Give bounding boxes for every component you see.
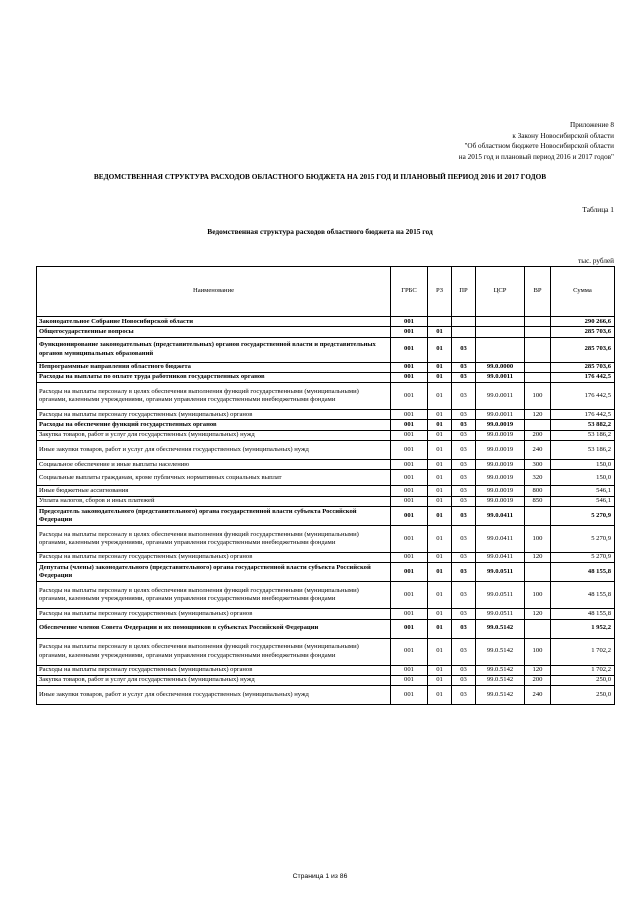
cell-name: Расходы на выплаты персоналу в целях обеспечения выполнения функций государственными (муниципальными) органами, казенными учреждениями, органами управления государственными внебюджетными фондами — [37, 582, 391, 609]
cell-rz: 01 — [428, 383, 452, 410]
cell-pr: 03 — [452, 410, 476, 420]
cell-vr: 200 — [525, 675, 551, 685]
cell-rz: 01 — [428, 609, 452, 619]
table-row — [37, 383, 615, 410]
cell-csr: 99.0.0000 — [476, 362, 525, 372]
cell-vr — [525, 506, 551, 525]
table-row — [37, 582, 615, 609]
cell-grbs: 001 — [391, 506, 428, 525]
cell-pr: 03 — [452, 552, 476, 562]
cell-rz: 01 — [428, 582, 452, 609]
cell-grbs: 001 — [391, 609, 428, 619]
cell-grbs: 001 — [391, 327, 428, 337]
cell-sum: 150,0 — [551, 470, 615, 486]
cell-grbs: 001 — [391, 486, 428, 496]
cell-name: Расходы на выплаты персоналу в целях обеспечения выполнения функций государственными (муниципальными) органами, казенными учреждениями, органами управления государственными внебюджетными фондами — [37, 525, 391, 552]
cell-vr — [525, 327, 551, 337]
cell-grbs: 001 — [391, 582, 428, 609]
cell-name: Общегосударственные вопросы — [37, 327, 391, 337]
table-number: Таблица 1 — [582, 205, 614, 214]
table-row — [37, 317, 615, 327]
cell-csr: 99.0.0511 — [476, 609, 525, 619]
cell-csr: 99.0.0411 — [476, 525, 525, 552]
table-row — [37, 441, 615, 460]
cell-csr — [476, 317, 525, 327]
cell-rz: 01 — [428, 525, 452, 552]
cell-csr: 99.0.0019 — [476, 486, 525, 496]
cell-pr: 03 — [452, 675, 476, 685]
cell-grbs: 001 — [391, 372, 428, 382]
cell-vr — [525, 337, 551, 362]
cell-name: Социальные выплаты гражданам, кроме публичных нормативных социальных выплат — [37, 470, 391, 486]
appendix-line: Приложение 8 — [570, 121, 614, 129]
cell-pr: 03 — [452, 362, 476, 372]
table-row — [37, 686, 615, 705]
cell-name: Обеспечение членов Совета Федерации и их помощников в субъектах Российской Федерации — [37, 619, 391, 638]
cell-name: Председатель законодательного (представительного) органа государственной власти субъекта Российской Федерации — [37, 506, 391, 525]
cell-name: Расходы на выплаты по оплате труда работников государственных органов — [37, 372, 391, 382]
cell-pr: 03 — [452, 525, 476, 552]
cell-sum: 285 703,6 — [551, 337, 615, 362]
cell-rz: 01 — [428, 441, 452, 460]
cell-vr: 120 — [525, 609, 551, 619]
cell-rz: 01 — [428, 563, 452, 582]
cell-name: Расходы на выплаты персоналу государственных (муниципальных) органов — [37, 410, 391, 420]
cell-sum: 53 186,2 — [551, 430, 615, 440]
cell-vr: 240 — [525, 686, 551, 705]
cell-rz: 01 — [428, 496, 452, 506]
cell-pr: 03 — [452, 420, 476, 430]
cell-pr: 03 — [452, 460, 476, 470]
cell-sum: 48 155,8 — [551, 582, 615, 609]
cell-name: Расходы на выплаты персоналу в целях обеспечения выполнения функций государственными (муниципальными) органами, казенными учреждениями, органами управления государственными внебюджетными фондами — [37, 638, 391, 665]
cell-sum: 546,1 — [551, 496, 615, 506]
cell-pr: 03 — [452, 470, 476, 486]
cell-csr: 99.0.5142 — [476, 686, 525, 705]
cell-sum: 1 702,2 — [551, 638, 615, 665]
cell-vr: 120 — [525, 552, 551, 562]
table-row — [37, 470, 615, 486]
cell-vr — [525, 420, 551, 430]
cell-sum: 176 442,5 — [551, 372, 615, 382]
cell-csr: 99.0.5142 — [476, 619, 525, 638]
cell-name: Расходы на обеспечение функций государственных органов — [37, 420, 391, 430]
cell-pr: 03 — [452, 372, 476, 382]
cell-name: Непрограммные направления областного бюджета — [37, 362, 391, 372]
cell-pr: 03 — [452, 563, 476, 582]
cell-vr: 200 — [525, 430, 551, 440]
cell-vr: 100 — [525, 638, 551, 665]
cell-grbs: 001 — [391, 317, 428, 327]
cell-csr: 99.0.0019 — [476, 470, 525, 486]
cell-vr: 100 — [525, 582, 551, 609]
header-grbs: ГРБС — [391, 267, 428, 317]
cell-name: Социальное обеспечение и иные выплаты населению — [37, 460, 391, 470]
table-body — [37, 317, 615, 705]
table-row — [37, 430, 615, 440]
cell-csr: 99.0.0019 — [476, 460, 525, 470]
cell-rz: 01 — [428, 675, 452, 685]
appendix-line: на 2015 год и плановый период 2016 и 2017 годов" — [458, 152, 614, 161]
cell-name: Закупка товаров, работ и услуг для государственных (муниципальных) нужд — [37, 430, 391, 440]
cell-pr: 03 — [452, 609, 476, 619]
cell-csr — [476, 327, 525, 337]
cell-rz: 01 — [428, 686, 452, 705]
table-row — [37, 665, 615, 675]
table-row — [37, 362, 615, 372]
table-header-row — [37, 267, 615, 317]
cell-csr — [476, 337, 525, 362]
cell-csr: 99.0.0411 — [476, 506, 525, 525]
cell-pr: 03 — [452, 665, 476, 675]
page-footer: Страница 1 из 86 — [292, 873, 348, 880]
header-name: Наименование — [37, 267, 391, 317]
cell-grbs: 001 — [391, 460, 428, 470]
cell-pr: 03 — [452, 430, 476, 440]
cell-grbs: 001 — [391, 362, 428, 372]
cell-csr: 99.0.0411 — [476, 552, 525, 562]
header-vr: ВР — [525, 267, 551, 317]
cell-sum: 1 952,2 — [551, 619, 615, 638]
cell-grbs: 001 — [391, 383, 428, 410]
cell-rz: 01 — [428, 638, 452, 665]
cell-csr: 99.0.0011 — [476, 372, 525, 382]
cell-sum: 285 703,6 — [551, 362, 615, 372]
cell-sum: 53 882,2 — [551, 420, 615, 430]
cell-vr: 850 — [525, 496, 551, 506]
cell-csr: 99.0.5142 — [476, 665, 525, 675]
table-row — [37, 410, 615, 420]
cell-rz: 01 — [428, 372, 452, 382]
cell-name: Расходы на выплаты персоналу государственных (муниципальных) органов — [37, 665, 391, 675]
cell-rz: 01 — [428, 552, 452, 562]
cell-vr — [525, 619, 551, 638]
cell-sum: 150,0 — [551, 460, 615, 470]
cell-name: Иные закупки товаров, работ и услуг для обеспечения государственных (муниципальных) нужд — [37, 441, 391, 460]
cell-csr: 99.0.0019 — [476, 441, 525, 460]
cell-name: Депутаты (члены) законодательного (представительного) органа государственной власти субъекта Российской Федерации — [37, 563, 391, 582]
cell-csr: 99.0.0019 — [476, 420, 525, 430]
cell-sum: 5 270,9 — [551, 552, 615, 562]
cell-pr: 03 — [452, 582, 476, 609]
cell-sum: 53 186,2 — [551, 441, 615, 460]
budget-table — [36, 266, 615, 705]
cell-pr: 03 — [452, 619, 476, 638]
header-csr: ЦСР — [476, 267, 525, 317]
cell-name: Уплата налогов, сборов и иных платежей — [37, 496, 391, 506]
cell-csr: 99.0.0511 — [476, 563, 525, 582]
cell-sum: 285 703,6 — [551, 327, 615, 337]
cell-vr: 300 — [525, 460, 551, 470]
cell-vr — [525, 563, 551, 582]
cell-sum: 290 266,6 — [551, 317, 615, 327]
cell-pr: 03 — [452, 383, 476, 410]
cell-grbs: 001 — [391, 337, 428, 362]
cell-grbs: 001 — [391, 410, 428, 420]
cell-sum: 5 270,9 — [551, 525, 615, 552]
table-row — [37, 420, 615, 430]
cell-sum: 5 270,9 — [551, 506, 615, 525]
cell-csr: 99.0.5142 — [476, 638, 525, 665]
cell-rz: 01 — [428, 327, 452, 337]
cell-pr: 03 — [452, 506, 476, 525]
table-row — [37, 609, 615, 619]
table-row — [37, 460, 615, 470]
cell-pr: 03 — [452, 441, 476, 460]
cell-csr: 99.0.0011 — [476, 383, 525, 410]
cell-name: Расходы на выплаты персоналу в целях обеспечения выполнения функций государственными (муниципальными) органами, казенными учреждениями, органами управления государственными внебюджетными фондами — [37, 383, 391, 410]
cell-pr — [452, 327, 476, 337]
cell-name: Законодательное Собрание Новосибирской области — [37, 317, 391, 327]
cell-vr — [525, 317, 551, 327]
cell-rz: 01 — [428, 337, 452, 362]
table-row — [37, 675, 615, 685]
cell-grbs: 001 — [391, 619, 428, 638]
cell-name: Расходы на выплаты персоналу государственных (муниципальных) органов — [37, 552, 391, 562]
cell-rz: 01 — [428, 410, 452, 420]
cell-pr — [452, 317, 476, 327]
cell-grbs: 001 — [391, 496, 428, 506]
cell-rz: 01 — [428, 665, 452, 675]
cell-pr: 03 — [452, 686, 476, 705]
cell-vr — [525, 372, 551, 382]
cell-vr: 100 — [525, 383, 551, 410]
cell-name: Иные бюджетные ассигнования — [37, 486, 391, 496]
cell-csr: 99.0.0019 — [476, 496, 525, 506]
cell-grbs: 001 — [391, 430, 428, 440]
cell-vr: 240 — [525, 441, 551, 460]
appendix-note — [294, 120, 614, 162]
table-row — [37, 372, 615, 382]
cell-csr: 99.0.0019 — [476, 430, 525, 440]
cell-vr: 800 — [525, 486, 551, 496]
cell-sum: 176 442,5 — [551, 383, 615, 410]
cell-rz: 01 — [428, 460, 452, 470]
cell-rz: 01 — [428, 506, 452, 525]
cell-name: Расходы на выплаты персоналу государственных (муниципальных) органов — [37, 609, 391, 619]
appendix-line: "Об областном бюджете Новосибирской области — [464, 142, 614, 150]
cell-vr: 120 — [525, 665, 551, 675]
cell-rz: 01 — [428, 470, 452, 486]
table-row — [37, 486, 615, 496]
cell-grbs: 001 — [391, 552, 428, 562]
cell-rz — [428, 317, 452, 327]
header-rz: РЗ — [428, 267, 452, 317]
appendix-line: к Закону Новосибирской области — [512, 131, 614, 140]
cell-grbs: 001 — [391, 525, 428, 552]
cell-rz: 01 — [428, 430, 452, 440]
cell-sum: 176 442,5 — [551, 410, 615, 420]
cell-sum: 48 155,8 — [551, 563, 615, 582]
units-label: тыс. рублей — [578, 257, 614, 265]
table-row — [37, 337, 615, 362]
cell-vr — [525, 362, 551, 372]
cell-csr: 99.0.0011 — [476, 410, 525, 420]
table-row — [37, 327, 615, 337]
header-pr: ПР — [452, 267, 476, 317]
cell-pr: 03 — [452, 638, 476, 665]
cell-rz: 01 — [428, 619, 452, 638]
cell-rz: 01 — [428, 420, 452, 430]
cell-csr: 99.0.0511 — [476, 582, 525, 609]
cell-name: Функционирование законодательных (представительных) органов государственной власти и представительных органов муниципальных образований — [37, 337, 391, 362]
cell-grbs: 001 — [391, 665, 428, 675]
cell-grbs: 001 — [391, 638, 428, 665]
cell-sum: 1 702,2 — [551, 665, 615, 675]
table-row — [37, 506, 615, 525]
cell-grbs: 001 — [391, 441, 428, 460]
cell-rz: 01 — [428, 486, 452, 496]
cell-rz: 01 — [428, 362, 452, 372]
cell-vr: 320 — [525, 470, 551, 486]
cell-sum: 250,0 — [551, 675, 615, 685]
cell-vr: 120 — [525, 410, 551, 420]
cell-sum: 250,0 — [551, 686, 615, 705]
cell-sum: 48 155,8 — [551, 609, 615, 619]
cell-csr: 99.0.5142 — [476, 675, 525, 685]
cell-pr: 03 — [452, 337, 476, 362]
document-title: ВЕДОМСТВЕННАЯ СТРУКТУРА РАСХОДОВ ОБЛАСТНОГО БЮДЖЕТА НА 2015 ГОД И ПЛАНОВЫЙ ПЕРИОД 2016 И 2017 ГОДОВ — [93, 172, 547, 181]
table-row — [37, 525, 615, 552]
cell-name: Иные закупки товаров, работ и услуг для обеспечения государственных (муниципальных) нужд — [37, 686, 391, 705]
cell-sum: 546,1 — [551, 486, 615, 496]
table-row — [37, 552, 615, 562]
cell-pr: 03 — [452, 486, 476, 496]
table-title: Ведомственная структура расходов областного бюджета на 2015 год — [207, 227, 433, 236]
cell-grbs: 001 — [391, 420, 428, 430]
cell-grbs: 001 — [391, 470, 428, 486]
header-sum: Сумма — [551, 267, 615, 317]
cell-name: Закупка товаров, работ и услуг для государственных (муниципальных) нужд — [37, 675, 391, 685]
table-row — [37, 563, 615, 582]
cell-pr: 03 — [452, 496, 476, 506]
cell-grbs: 001 — [391, 686, 428, 705]
cell-grbs: 001 — [391, 563, 428, 582]
cell-vr: 100 — [525, 525, 551, 552]
cell-grbs: 001 — [391, 675, 428, 685]
table-row — [37, 619, 615, 638]
table-row — [37, 638, 615, 665]
table-row — [37, 496, 615, 506]
